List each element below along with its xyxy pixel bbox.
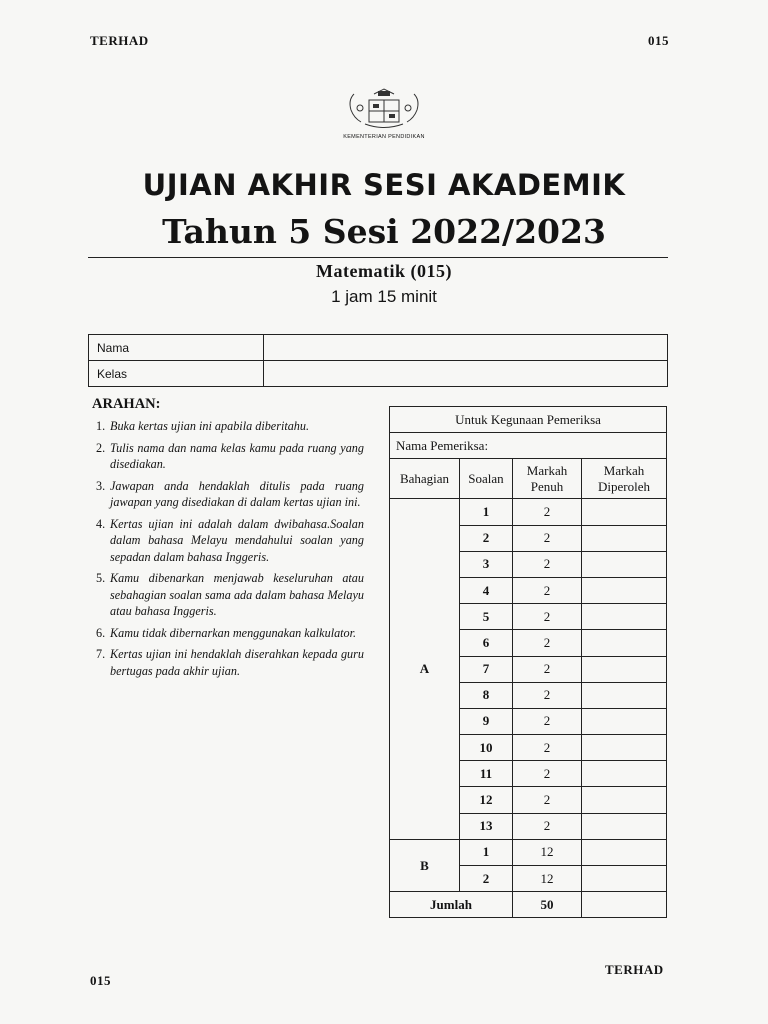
obtained-mark-cell[interactable]: [582, 761, 667, 787]
full-mark-value: 12: [513, 839, 582, 865]
ministry-crest-logo: [338, 86, 430, 142]
title-divider: [88, 257, 668, 258]
full-mark-value: 2: [513, 604, 582, 630]
question-number: 11: [460, 761, 513, 787]
obtained-mark-cell[interactable]: [582, 499, 667, 525]
question-number: 8: [460, 682, 513, 708]
question-number: 4: [460, 577, 513, 603]
obtained-mark-cell[interactable]: [582, 708, 667, 734]
obtained-mark-cell[interactable]: [582, 682, 667, 708]
instruction-item: [96, 646, 364, 679]
question-number: 1: [460, 839, 513, 865]
obtained-mark-cell[interactable]: [582, 604, 667, 630]
total-row: [390, 892, 667, 918]
exam-year-session: Tahun 5 Sesi 2022/2023: [162, 212, 606, 251]
instructions-heading: ARAHAN:: [92, 396, 161, 412]
instruction-item: [96, 625, 364, 642]
full-mark-value: 2: [513, 656, 582, 682]
instruction-number: 3.: [96, 478, 106, 493]
full-mark-value: 2: [513, 761, 582, 787]
examiner-mark-table: [389, 406, 667, 918]
exam-title: UJIAN AKHIR SESI AKADEMIK: [142, 168, 626, 202]
name-field[interactable]: [264, 335, 668, 361]
instruction-number: 2.: [96, 440, 106, 455]
obtained-mark-cell[interactable]: [582, 525, 667, 551]
candidate-name-row: [89, 335, 668, 361]
total-full-mark: 50: [513, 892, 582, 918]
total-obtained-cell[interactable]: [582, 892, 667, 918]
instruction-text: Kamu tidak dibernarkan menggunakan kalkulator.: [110, 625, 357, 640]
obtained-mark-cell[interactable]: [582, 813, 667, 839]
instruction-number: 6.: [96, 625, 106, 640]
question-number: 6: [460, 630, 513, 656]
table-row: [390, 499, 667, 525]
instruction-text: Kamu dibenarkan menjawab keseluruhan atau sebahagian soalan sama ada dalam bahasa Melayu atau bahasa Inggeris.: [110, 571, 364, 618]
obtained-mark-cell[interactable]: [582, 866, 667, 892]
full-mark-value: 2: [513, 708, 582, 734]
question-number: 13: [460, 813, 513, 839]
instruction-item: [96, 478, 364, 511]
col-header-question: Soalan: [460, 459, 513, 499]
instruction-text: Kertas ujian ini adalah dalam dwibahasa.Soalan dalam bahasa Melayu mendahului soalan yang sepadan dalam bahasa Inggeris.: [110, 516, 364, 564]
instruction-item: [96, 418, 364, 435]
obtained-mark-cell[interactable]: [582, 551, 667, 577]
obtained-mark-cell[interactable]: [582, 656, 667, 682]
question-number: 12: [460, 787, 513, 813]
footer-right-classification: TERHAD: [605, 962, 664, 977]
instruction-text: Kertas ujian ini hendaklah diserahkan kepada guru bertugas pada akhir ujian.: [110, 647, 364, 678]
full-mark-value: 2: [513, 499, 582, 525]
question-number: 2: [460, 525, 513, 551]
candidate-class-row: [89, 361, 668, 387]
instruction-item: [96, 516, 364, 566]
footer-left-code: 015: [90, 973, 111, 988]
full-mark-value: 2: [513, 525, 582, 551]
subject-title: Matematik (015): [316, 261, 452, 281]
question-number: 5: [460, 604, 513, 630]
full-mark-value: 2: [513, 682, 582, 708]
instruction-number: 4.: [96, 516, 106, 531]
instruction-number: 7.: [96, 647, 106, 661]
obtained-mark-cell[interactable]: [582, 577, 667, 603]
question-number: 7: [460, 656, 513, 682]
full-mark-value: 2: [513, 630, 582, 656]
obtained-mark-cell[interactable]: [582, 630, 667, 656]
col-header-obtained-mark: [582, 459, 667, 499]
instruction-item: [96, 570, 364, 620]
class-label: Kelas: [89, 361, 264, 387]
full-mark-value: 2: [513, 813, 582, 839]
table-row: [390, 839, 667, 865]
class-field[interactable]: [264, 361, 668, 387]
instruction-text: Jawapan anda hendaklah ditulis pada ruang jawapan yang disediakan di dalam kertas ujian ini.: [110, 478, 364, 509]
col-header-full-mark: [513, 459, 582, 499]
name-label: Nama: [89, 335, 264, 361]
obtained-mark-cell[interactable]: [582, 787, 667, 813]
ministry-caption: KEMENTERIAN PENDIDIKAN: [343, 134, 425, 140]
full-mark-line2: Penuh: [530, 478, 564, 494]
instructions-list: [96, 418, 364, 684]
question-number: 9: [460, 708, 513, 734]
section-a-label: A: [390, 499, 460, 839]
obtained-mark-line2: Diperoleh: [598, 478, 651, 494]
instruction-number: 1.: [96, 419, 106, 433]
section-b-label: B: [390, 839, 460, 891]
total-label: Jumlah: [390, 892, 513, 918]
question-number: 3: [460, 551, 513, 577]
header-right-code: 015: [648, 33, 669, 48]
header-left-classification: TERHAD: [90, 33, 149, 48]
col-header-section: Bahagian: [390, 459, 460, 499]
full-mark-value: 12: [513, 866, 582, 892]
full-mark-value: 2: [513, 551, 582, 577]
obtained-mark-line1: Markah: [603, 462, 645, 478]
full-mark-value: 2: [513, 735, 582, 761]
question-number: 2: [460, 866, 513, 892]
exam-duration: 1 jam 15 minit: [331, 287, 437, 306]
examiner-table-title: Untuk Kegunaan Pemeriksa: [390, 407, 667, 433]
candidate-info-table: [88, 334, 668, 387]
full-mark-value: 2: [513, 577, 582, 603]
full-mark-value: 2: [513, 787, 582, 813]
obtained-mark-cell[interactable]: [582, 735, 667, 761]
instruction-number: 5.: [96, 571, 106, 585]
instruction-item: [96, 440, 364, 473]
question-number: 1: [460, 499, 513, 525]
full-mark-line1: Markah: [526, 462, 568, 478]
examiner-name-field[interactable]: Nama Pemeriksa:: [390, 433, 667, 459]
obtained-mark-cell[interactable]: [582, 839, 667, 865]
question-number: 10: [460, 735, 513, 761]
instruction-text: Tulis nama dan nama kelas kamu pada ruang yang disediakan.: [110, 440, 364, 471]
instruction-text: Buka kertas ujian ini apabila diberitahu.: [110, 419, 310, 433]
